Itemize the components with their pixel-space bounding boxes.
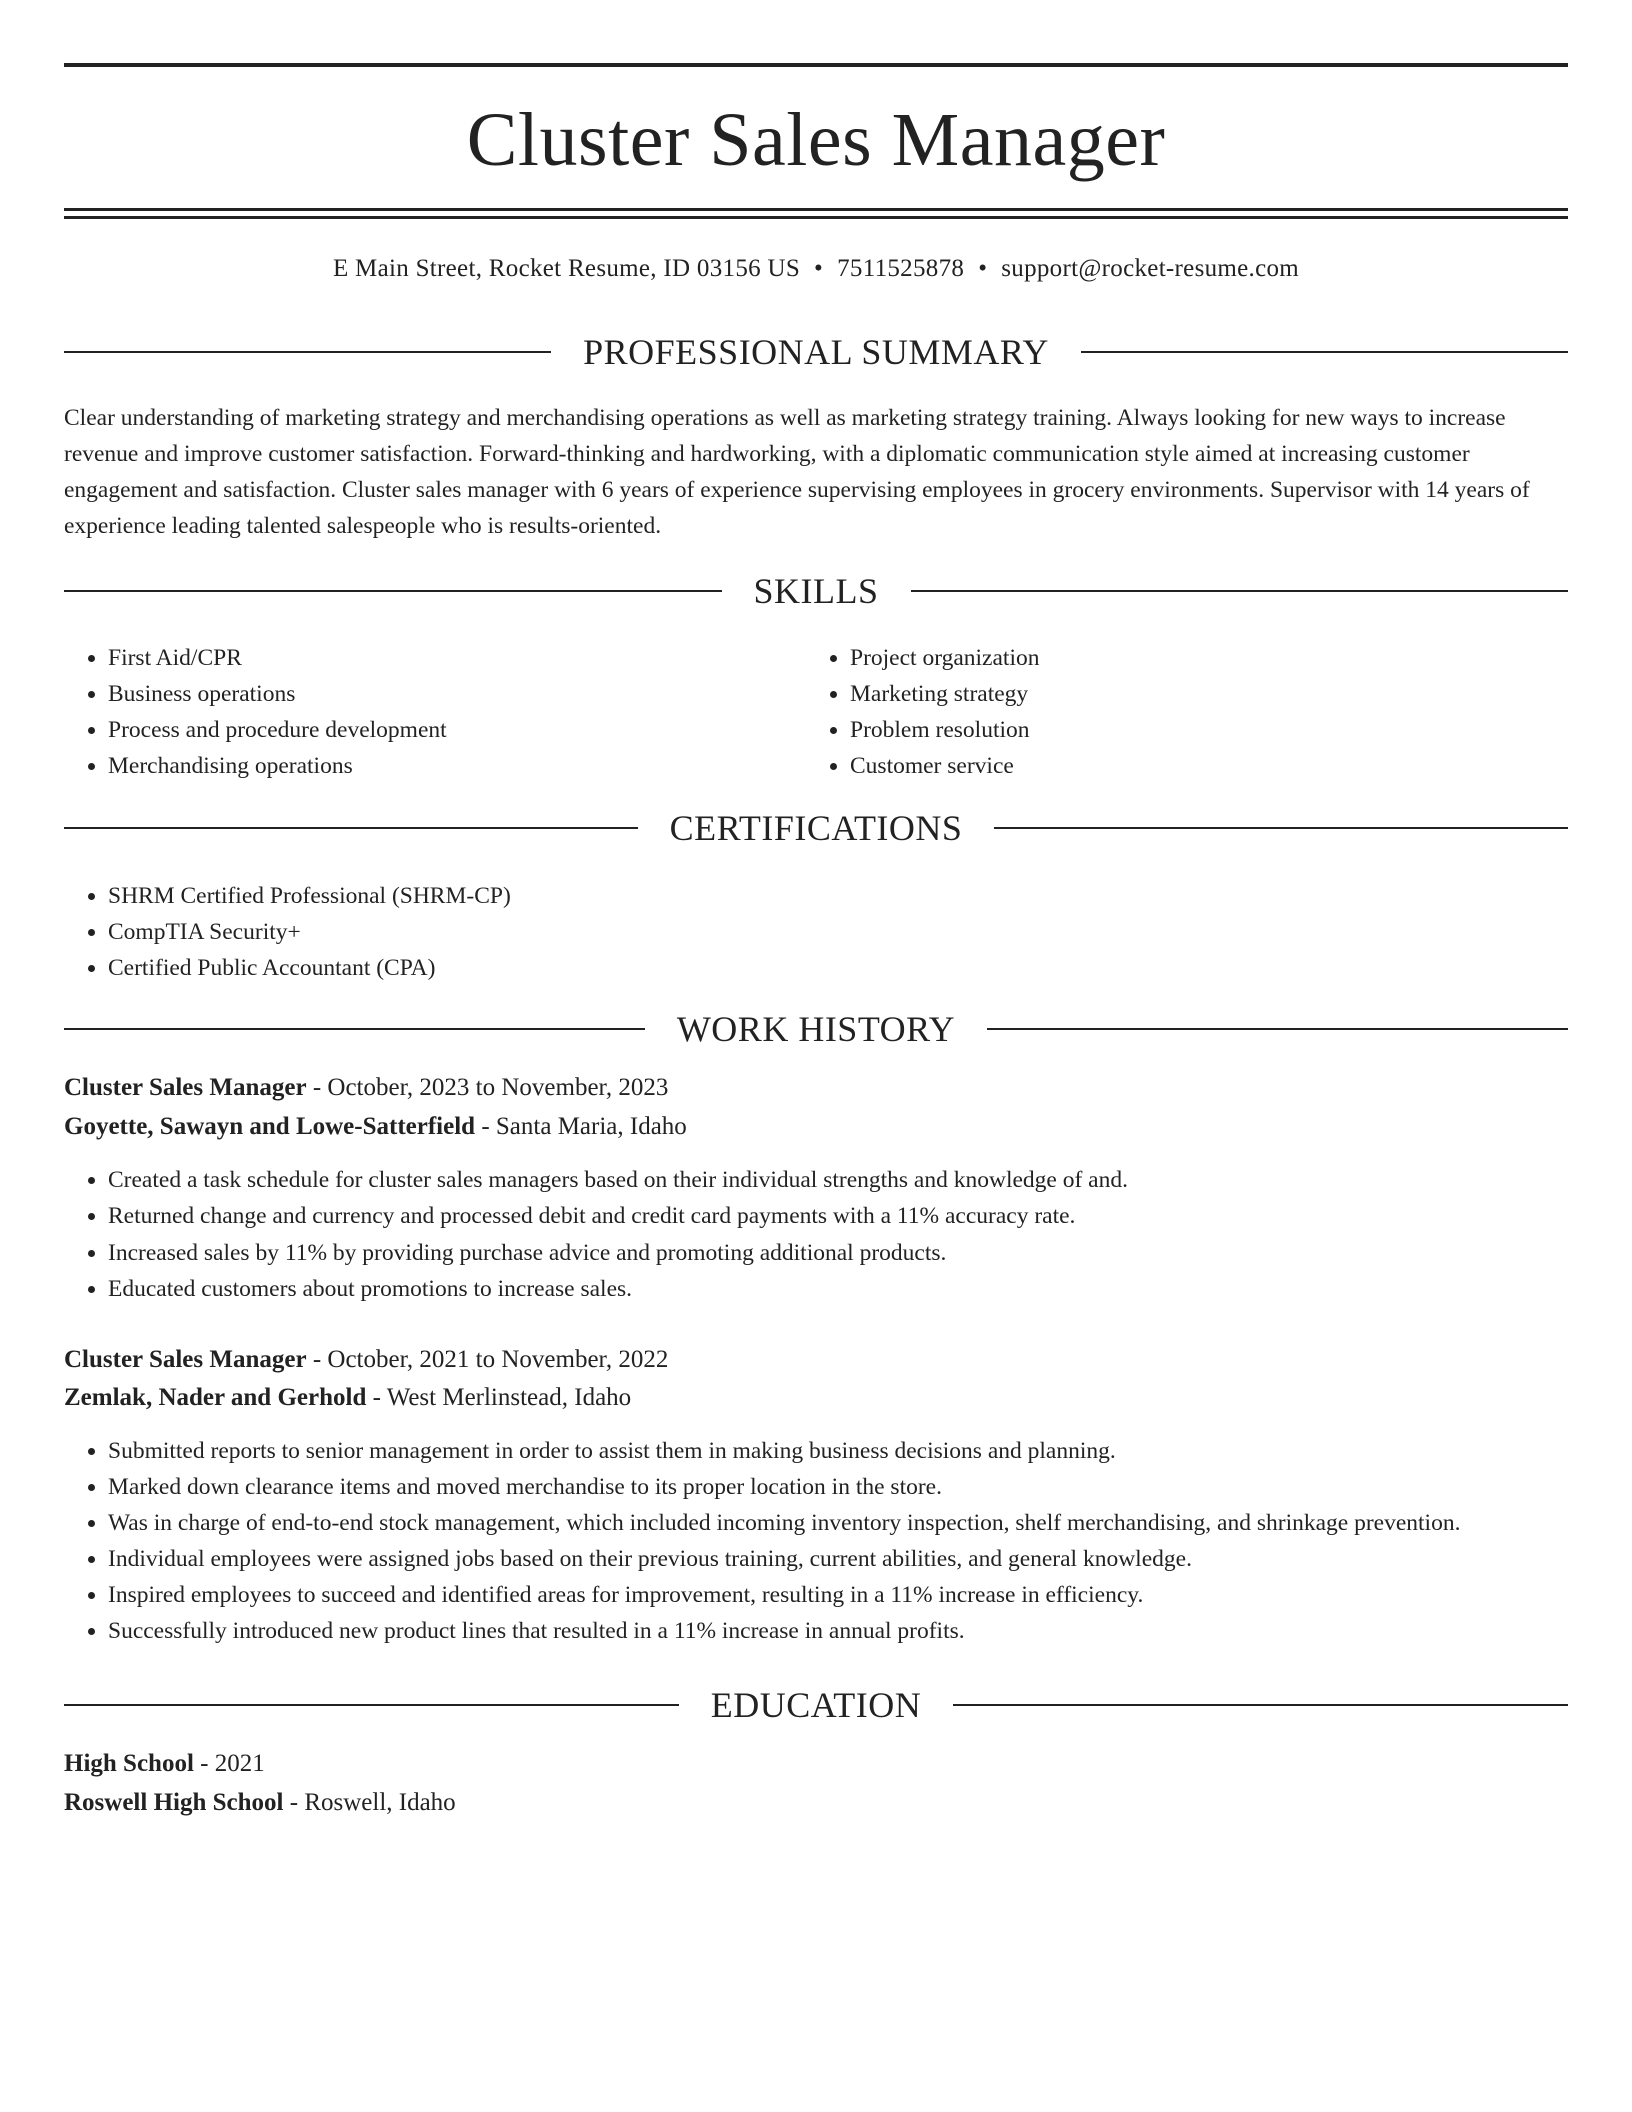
heading-rule: [994, 827, 1568, 829]
heading-rule: [1081, 351, 1568, 353]
skills-heading-label: SKILLS: [753, 571, 879, 611]
skills-heading: [64, 569, 1568, 613]
skill-item: • Merchandising operations: [108, 748, 804, 784]
title-rule-lower: [64, 216, 1568, 219]
contact-line: [64, 253, 1568, 285]
work-history-heading: [64, 1007, 1568, 1051]
heading-rule: [911, 590, 1569, 592]
certification-item: • CompTIA Security+: [108, 914, 1568, 950]
education-year: 2021: [214, 1750, 265, 1777]
heading-rule: [64, 1028, 645, 1030]
contact-phone: 7511525878: [837, 255, 965, 282]
heading-rule: [64, 590, 722, 592]
job-bullet: • Successfully introduced new product lines that resulted in a 11% increase in annual profits.: [108, 1613, 1568, 1649]
summary-text: Clear understanding of marketing strategy and merchandising operations as well as marketing strategy training. Always looking for new ways to increase revenue and improve customer satisfaction. Forward-thinking and hardworking, with a diplomatic communication style aimed at increasing customer engagement and satisfaction. Cluster sales manager with 6 years of experience supervising employees in grocery environments. Supervisor with 14 years of experience leading talented salespeople who is results-oriented.: [64, 405, 1530, 539]
work-history-heading-label: WORK HISTORY: [676, 1009, 956, 1049]
education-degree-line: High School - 2021: [64, 1750, 265, 1777]
contact-separator: •: [814, 255, 824, 282]
skills-list-left: [64, 640, 804, 784]
heading-rule: [64, 351, 551, 353]
heading-rule: [64, 827, 638, 829]
education-degree: High School: [64, 1750, 194, 1777]
certification-item: • SHRM Certified Professional (SHRM-CP): [108, 878, 1568, 914]
job-company: Goyette, Sawayn and Lowe-Satterfield: [64, 1113, 476, 1140]
job-title-line: Cluster Sales Manager - October, 2021 to November, 2022: [64, 1346, 669, 1373]
job-bullet: • Created a task schedule for cluster sales managers based on their individual strengths and knowledge of and.: [108, 1162, 1568, 1198]
job-bullet: • Educated customers about promotions to increase sales.: [108, 1271, 1568, 1307]
job-bullet: • Inspired employees to succeed and identified areas for improvement, resulting in a 11% increase in efficiency.: [108, 1577, 1568, 1613]
job-bullet: • Was in charge of end-to-end stock management, which included incoming inventory inspection, shelf merchandising, and shrinkage prevention.: [108, 1505, 1568, 1541]
skill-item: • Process and procedure development: [108, 712, 804, 748]
job-bullet: • Increased sales by 11% by providing purchase advice and promoting additional products.: [108, 1235, 1568, 1271]
education-location: Roswell, Idaho: [304, 1789, 456, 1816]
job-company-line: Zemlak, Nader and Gerhold - West Merlinstead, Idaho: [64, 1384, 632, 1411]
skill-item: • First Aid/CPR: [108, 640, 804, 676]
skill-item: • Problem resolution: [850, 712, 1566, 748]
job-bullets: [64, 1162, 1568, 1307]
job-title: Cluster Sales Manager: [64, 1074, 307, 1101]
education-heading-label: EDUCATION: [710, 1685, 922, 1725]
job-location: Santa Maria, Idaho: [495, 1113, 687, 1140]
education-heading: [64, 1683, 1568, 1727]
heading-rule: [953, 1704, 1568, 1706]
contact-separator: •: [978, 255, 988, 282]
skill-item: • Business operations: [108, 676, 804, 712]
skill-item: • Project organization: [850, 640, 1566, 676]
job-title: Cluster Sales Manager: [64, 1346, 307, 1373]
top-rule: [64, 63, 1568, 67]
summary-heading: [64, 330, 1568, 374]
education-school-line: Roswell High School - Roswell, Idaho: [64, 1789, 456, 1816]
job-title-line: Cluster Sales Manager - October, 2023 to November, 2023: [64, 1074, 669, 1101]
job-bullet: • Individual employees were assigned jobs based on their previous training, current abilities, and general knowledge.: [108, 1541, 1568, 1577]
certifications-list: [64, 878, 1568, 986]
job-bullet: • Returned change and currency and processed debit and credit card payments with a 11% accuracy rate.: [108, 1198, 1568, 1234]
job-company-line: Goyette, Sawayn and Lowe-Satterfield - Santa Maria, Idaho: [64, 1113, 687, 1140]
certification-item: • Certified Public Accountant (CPA): [108, 950, 1568, 986]
job-dates: October, 2023 to November, 2023: [327, 1074, 669, 1101]
education-school: Roswell High School: [64, 1789, 284, 1816]
certifications-heading-label: CERTIFICATIONS: [669, 808, 963, 848]
contact-email: support@rocket-resume.com: [1001, 255, 1300, 282]
contact-address: E Main Street, Rocket Resume, ID 03156 US: [332, 255, 801, 282]
skill-item: • Customer service: [850, 748, 1566, 784]
skill-item: • Marketing strategy: [850, 676, 1566, 712]
summary-heading-label: PROFESSIONAL SUMMARY: [583, 332, 1049, 372]
skills-list-right: [806, 640, 1566, 784]
job-bullet: • Marked down clearance items and moved merchandise to its proper location in the store.: [108, 1469, 1568, 1505]
job-location: West Merlinstead, Idaho: [386, 1384, 632, 1411]
job-bullets: [64, 1433, 1568, 1649]
heading-rule: [987, 1028, 1568, 1030]
resume-title: Cluster Sales Manager: [466, 98, 1166, 182]
job-bullet: • Submitted reports to senior management in order to assist them in making business decisions and planning.: [108, 1433, 1568, 1469]
heading-rule: [64, 1704, 679, 1706]
title-rule-upper: [64, 208, 1568, 211]
certifications-heading: [64, 806, 1568, 850]
job-dates: October, 2021 to November, 2022: [327, 1346, 669, 1373]
job-company: Zemlak, Nader and Gerhold: [64, 1384, 367, 1411]
